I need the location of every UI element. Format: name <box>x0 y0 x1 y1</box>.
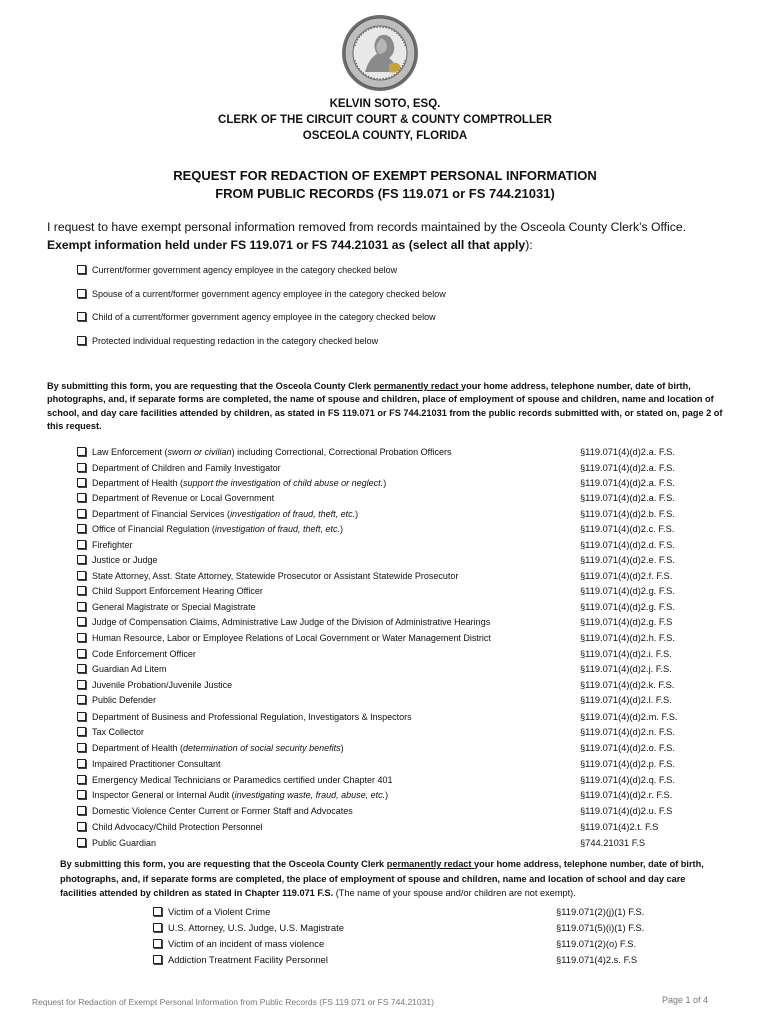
category-label: Impaired Practitioner Consultant <box>77 757 221 772</box>
category-statute: §119.071(4)(d)2.k. F.S. <box>580 680 675 690</box>
option-child-employee[interactable]: Child of a current/former government agency employee in the category checked below <box>77 311 436 323</box>
checkbox-icon[interactable] <box>77 555 86 564</box>
category-statute: §119.071(4)(d)2.m. F.S. <box>580 712 678 722</box>
category-row[interactable] <box>77 804 697 819</box>
category-label: Victim of an incident of mass violence <box>153 936 324 952</box>
checkbox-icon[interactable] <box>77 695 86 704</box>
checkbox-icon[interactable] <box>77 289 86 298</box>
checkbox-icon[interactable] <box>77 602 86 611</box>
category-statute: §119.071(4)(d)2.c. F.S. <box>580 524 675 534</box>
intro-text: I request to have exempt personal information removed from records maintained by the Osceola County Clerk’s Office. <box>47 220 687 234</box>
category-statute: §119.071(2)(o) F.S. <box>556 938 637 949</box>
intro-select-text: Exempt information held under FS 119.071 or FS 744.21031 as (select all that apply): <box>47 238 533 252</box>
form-title-line1: REQUEST FOR REDACTION OF EXEMPT PERSONAL INFORMATION <box>173 168 597 183</box>
category-row[interactable] <box>153 904 653 920</box>
category-row[interactable] <box>153 920 653 936</box>
checkbox-icon[interactable] <box>77 524 86 533</box>
category-label: Human Resource, Labor or Employee Relations of Local Government or Water Management District <box>77 631 491 646</box>
category-label: Department of Revenue or Local Government <box>77 491 274 506</box>
category-row[interactable] <box>153 952 653 968</box>
category-label: Child Support Enforcement Hearing Officer <box>77 584 263 599</box>
checkbox-icon[interactable] <box>77 265 86 274</box>
category-label: Guardian Ad Litem <box>77 662 167 677</box>
category-row[interactable] <box>77 584 697 599</box>
category-statute: §119.071(4)2.s. F.S <box>556 954 638 965</box>
checkbox-icon[interactable] <box>77 822 86 831</box>
category-label: Code Enforcement Officer <box>77 647 196 662</box>
category-statute: §119.071(4)(d)2.r. F.S. <box>580 790 673 800</box>
category-statute: §119.071(4)(d)2.a. F.S. <box>580 447 675 457</box>
category-label: Office of Financial Regulation (investigation of fraud, theft, etc.) <box>77 522 343 537</box>
category-statute: §119.071(5)(i)(1) F.S. <box>556 922 645 933</box>
category-row[interactable] <box>77 693 697 708</box>
category-row[interactable] <box>77 553 697 568</box>
category-statute: §119.071(4)(d)2.f. F.S. <box>580 571 673 581</box>
checkbox-icon[interactable] <box>77 806 86 815</box>
category-statute: §119.071(4)(d)2.a. F.S. <box>580 463 675 473</box>
category-statute: §119.071(4)(d)2.g. F.S <box>580 617 673 627</box>
clerk-office: CLERK OF THE CIRCUIT COURT & COUNTY COMPTROLLER <box>218 114 552 126</box>
category-statute: §119.071(4)(d)2.g. F.S. <box>580 602 675 612</box>
form-title-line2: FROM PUBLIC RECORDS (FS 119.071 or FS 744.21031) <box>215 186 555 201</box>
category-statute: §119.071(2)(j)(1) F.S. <box>556 906 645 917</box>
category-statute: §119.071(4)(d)2.o. F.S. <box>580 743 675 753</box>
clerk-name: KELVIN SOTO, ESQ. <box>329 98 441 110</box>
category-row[interactable] <box>77 507 697 522</box>
category-row[interactable] <box>77 445 697 460</box>
category-statute: §119.071(4)(d)2.i. F.S. <box>580 649 672 659</box>
checkbox-icon[interactable] <box>77 586 86 595</box>
checkbox-icon[interactable] <box>77 540 86 549</box>
category-statute: §119.071(4)(d)2.q. F.S. <box>580 775 675 785</box>
category-statute: §119.071(4)(d)2.h. F.S. <box>580 633 675 643</box>
category-row[interactable] <box>77 725 697 740</box>
category-row[interactable] <box>77 678 697 693</box>
category-label: Addiction Treatment Facility Personnel <box>153 952 328 968</box>
checkbox-icon[interactable] <box>153 907 162 916</box>
category-label: Domestic Violence Center Current or Former Staff and Advocates <box>77 804 353 819</box>
category-label: Judge of Compensation Claims, Administrative Law Judge of the Division of Administrative Hearings <box>77 615 490 630</box>
category-label: Department of Business and Professional Regulation, Investigators & Inspectors <box>77 710 412 725</box>
category-label: Inspector General or Internal Audit (investigating waste, fraud, abuse, etc.) <box>77 788 388 803</box>
category-label: General Magistrate or Special Magistrate <box>77 600 256 615</box>
checkbox-icon[interactable] <box>153 923 162 932</box>
category-label: Firefighter <box>77 538 133 553</box>
checkbox-icon[interactable] <box>77 617 86 626</box>
checkbox-icon[interactable] <box>77 571 86 580</box>
page-number: Page 1 of 4 <box>662 995 709 1005</box>
option-protected-individual[interactable]: Protected individual requesting redaction in the category checked below <box>77 335 378 347</box>
category-label: Department of Children and Family Investigator <box>77 461 281 476</box>
category-statute: §119.071(4)(d)2.a. F.S. <box>580 493 675 503</box>
category-statute: §119.071(4)(d)2.g. F.S. <box>580 586 675 596</box>
checkbox-icon[interactable] <box>77 633 86 642</box>
checkbox-icon[interactable] <box>77 664 86 673</box>
category-label: Tax Collector <box>77 725 144 740</box>
category-row[interactable] <box>77 773 697 788</box>
checkbox-icon[interactable] <box>77 463 86 472</box>
category-row[interactable] <box>77 820 697 835</box>
category-row[interactable] <box>77 538 697 553</box>
category-row[interactable] <box>77 631 697 646</box>
category-statute: §119.071(4)(d)2.a. F.S. <box>580 478 675 488</box>
category-label: Law Enforcement (sworn or civilian) including Correctional, Correctional Probation Officers <box>77 445 452 460</box>
category-row[interactable] <box>77 836 697 851</box>
category-statute: §119.071(4)2.t. F.S <box>580 822 659 832</box>
category-statute: §119.071(4)(d)2.l. F.S. <box>580 695 672 705</box>
category-row[interactable] <box>77 788 697 803</box>
category-statute: §119.071(4)(d)2.b. F.S. <box>580 509 675 519</box>
checkbox-icon[interactable] <box>77 649 86 658</box>
category-row[interactable] <box>77 476 697 491</box>
checkbox-icon[interactable] <box>77 447 86 456</box>
category-row[interactable] <box>77 710 697 725</box>
checkbox-icon[interactable] <box>77 838 86 847</box>
checkbox-icon[interactable] <box>153 939 162 948</box>
category-label: U.S. Attorney, U.S. Judge, U.S. Magistrate <box>153 920 344 936</box>
checkbox-icon[interactable] <box>77 727 86 736</box>
checkbox-icon[interactable] <box>77 493 86 502</box>
category-row[interactable] <box>77 569 697 584</box>
county-seal-icon <box>341 14 419 92</box>
checkbox-icon[interactable] <box>77 743 86 752</box>
checkbox-icon[interactable] <box>77 509 86 518</box>
category-label: Department of Health (determination of social security benefits) <box>77 741 344 756</box>
option-spouse-employee[interactable]: Spouse of a current/former government agency employee in the category checked below <box>77 288 446 300</box>
category-label: Public Guardian <box>77 836 156 851</box>
category-statute: §119.071(4)(d)2.p. F.S. <box>580 759 675 769</box>
checkbox-icon[interactable] <box>77 759 86 768</box>
category-statute: §119.071(4)(d)2.d. F.S. <box>580 540 675 550</box>
category-row[interactable] <box>77 647 697 662</box>
category-row[interactable] <box>153 936 653 952</box>
checkbox-icon[interactable] <box>77 478 86 487</box>
category-row[interactable] <box>77 491 697 506</box>
category-label: Department of Financial Services (investigation of fraud, theft, etc.) <box>77 507 358 522</box>
category-statute: §119.071(4)(d)2.e. F.S. <box>580 555 675 565</box>
footer-text: Request for Redaction of Exempt Personal Information from Public Records (FS 119.071 or FS 744.21031) <box>32 997 434 1007</box>
checkbox-icon[interactable] <box>77 790 86 799</box>
category-statute: §119.071(4)(d)2.n. F.S. <box>580 727 675 737</box>
category-statute: §119.071(4)(d)2.j. F.S. <box>580 664 672 674</box>
category-label: Emergency Medical Technicians or Paramedics certified under Chapter 401 <box>77 773 393 788</box>
category-row[interactable] <box>77 741 697 756</box>
checkbox-icon[interactable] <box>77 775 86 784</box>
redaction-notice: By submitting this form, you are requesting that the Osceola County Clerk permanently redact your home address, telephone number, date of birth, photographs, and, if separate forms are completed, the name of spouse and children, place of employment of spouse and children, name and location of school, and day care facilities attended by children, as stated in FS 119.071 or FS 744.21031 from the public records submitted with, or stated on, page 2 of this request. <box>47 381 723 432</box>
checkbox-icon[interactable] <box>77 312 86 321</box>
category-label: Justice or Judge <box>77 553 158 568</box>
category-label: Department of Health (support the investigation of child abuse or neglect.) <box>77 476 386 491</box>
category-statute: §119.071(4)(d)2.u. F.S <box>580 806 673 816</box>
category-row[interactable] <box>77 757 697 772</box>
clerk-county: OSCEOLA COUNTY, FLORIDA <box>302 130 468 142</box>
redaction-notice-2: By submitting this form, you are requesting that the Osceola County Clerk permanently redact your home address, telephone number, date of birth, photographs, and, if separate forms are completed, the place of employment of spouse and children, name and location of school and day care facilities attended by children as stated in Chapter 119.071 F.S. (The name of your spouse and/or children are not exempt). <box>60 859 704 898</box>
checkbox-icon[interactable] <box>153 955 162 964</box>
category-label: Child Advocacy/Child Protection Personnel <box>77 820 263 835</box>
checkbox-icon[interactable] <box>77 680 86 689</box>
category-label: State Attorney, Asst. State Attorney, Statewide Prosecutor or Assistant Statewide Prosecutor <box>77 569 458 584</box>
category-label: Juvenile Probation/Juvenile Justice <box>77 678 232 693</box>
category-row[interactable] <box>77 522 697 537</box>
checkbox-icon[interactable] <box>77 336 86 345</box>
category-row[interactable] <box>77 600 697 615</box>
category-label: Victim of a Violent Crime <box>153 904 270 920</box>
option-current-former-employee[interactable]: Current/former government agency employee in the category checked below <box>77 264 397 276</box>
category-row[interactable] <box>77 662 697 677</box>
category-row[interactable] <box>77 615 697 630</box>
category-statute: §744.21031 F.S <box>580 838 646 848</box>
checkbox-icon[interactable] <box>77 712 86 721</box>
category-row[interactable] <box>77 461 697 476</box>
category-label: Public Defender <box>77 693 156 708</box>
